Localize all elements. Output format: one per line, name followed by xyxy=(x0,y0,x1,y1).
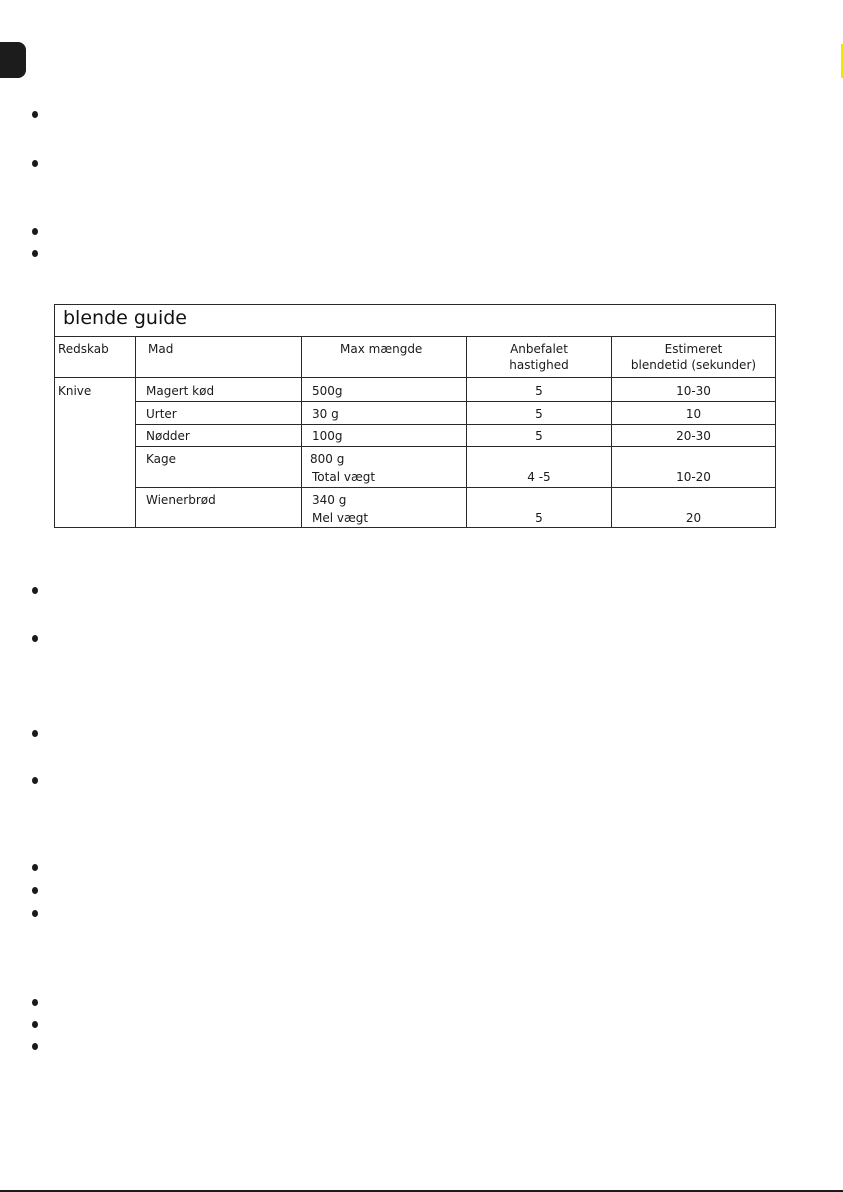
row-speed: 4 -5 xyxy=(527,470,551,484)
row-amount: 100g xyxy=(312,429,343,443)
header-max-amount: Max mængde xyxy=(340,342,423,356)
row-amount: 340 g xyxy=(312,493,347,507)
header-speed: Anbefalet hastighed xyxy=(509,342,569,372)
row-amount-note: Mel vægt xyxy=(312,511,369,525)
divider xyxy=(55,377,775,378)
header-food: Mad xyxy=(148,342,174,356)
bullet-point xyxy=(32,777,38,784)
divider xyxy=(135,446,775,447)
divider xyxy=(55,336,775,337)
row-speed: 5 xyxy=(535,429,543,443)
header-time: Estimeret blendetid (sekunder) xyxy=(630,342,757,372)
bullet-point xyxy=(32,587,38,594)
row-food: Wienerbrød xyxy=(146,493,216,507)
divider xyxy=(135,487,775,488)
bullet-point xyxy=(32,910,38,917)
tool-name: Knive xyxy=(58,384,92,398)
bullet-point xyxy=(32,730,38,737)
row-time: 10-20 xyxy=(676,470,711,484)
row-speed: 5 xyxy=(535,384,543,398)
divider xyxy=(135,424,775,425)
row-time: 10-30 xyxy=(676,384,711,398)
language-tab xyxy=(0,42,26,78)
row-amount-note: Total vægt xyxy=(312,470,376,484)
divider xyxy=(135,336,136,527)
bullet-point xyxy=(32,1021,38,1028)
row-amount: 800 g xyxy=(310,452,345,466)
row-food: Nødder xyxy=(146,429,190,443)
blend-guide-table xyxy=(54,304,776,528)
row-amount: 30 g xyxy=(312,407,339,421)
header-tool: Redskab xyxy=(58,342,109,356)
bullet-point xyxy=(32,228,38,235)
bullet-point xyxy=(32,1043,38,1050)
bullet-point xyxy=(32,999,38,1006)
row-time: 20-30 xyxy=(676,429,711,443)
bullet-point xyxy=(32,250,38,257)
row-amount: 500g xyxy=(312,384,343,398)
bullet-point xyxy=(32,864,38,871)
bullet-point xyxy=(32,111,38,118)
bullet-point xyxy=(32,887,38,894)
bullet-point xyxy=(32,635,38,642)
divider xyxy=(301,336,302,527)
row-speed: 5 xyxy=(535,511,543,525)
row-food: Kage xyxy=(146,452,177,466)
row-food: Magert kød xyxy=(146,384,215,398)
divider xyxy=(135,401,775,402)
row-speed: 5 xyxy=(535,407,543,421)
bullet-point xyxy=(32,160,38,167)
table-title: blende guide xyxy=(63,307,187,329)
row-food: Urter xyxy=(146,407,177,421)
row-time: 10 xyxy=(685,407,702,421)
row-time: 20 xyxy=(685,511,702,525)
